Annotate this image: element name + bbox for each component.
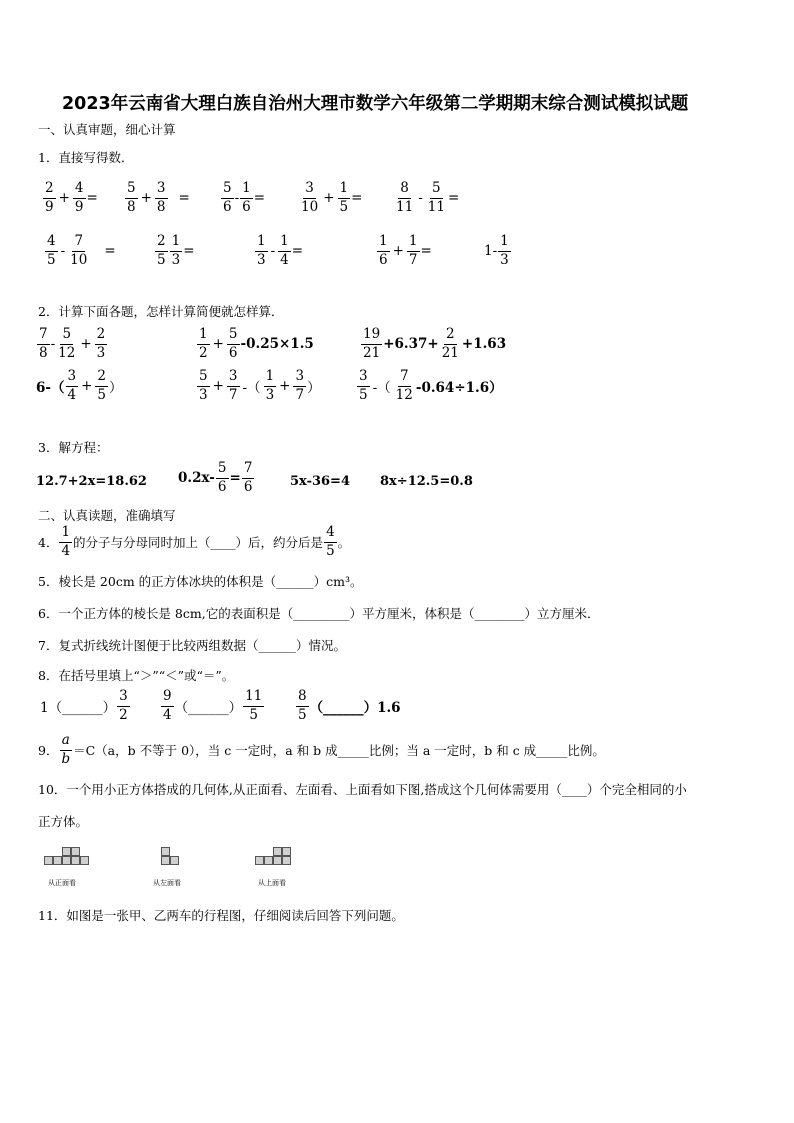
q1-expr-2: $\frac{5}{8}$ + $\frac{3}{8}$ =	[127, 180, 190, 215]
q2-expr-3: $\frac{19}{21}$ +6.37+ $\frac{2}{21}$ +1.63	[363, 326, 507, 361]
q1-expr-8: $\frac{1}{3}$ - $\frac{1}{4}$ =	[257, 233, 304, 268]
section-2-heading: 二、认真读题，准确填写	[38, 508, 176, 523]
top-view-figure	[255, 846, 299, 890]
left-view-figure	[153, 846, 197, 890]
q2-expr-6: $\frac{3}{5}$ -（ $\frac{7}{12}$ -0.64÷1.6）	[359, 368, 503, 403]
q8-comparison-2: $\frac{9}{4}$ （______） $\frac{11}{5}$	[163, 688, 263, 723]
q1-expr-1: $\frac{2}{9}$ + $\frac{4}{9}$ =	[45, 180, 98, 215]
q2-expr-5: $\frac{5}{3}$ + $\frac{3}{7}$ -（ $\frac{1}{3}$ + $\frac{3}{7}$ ）	[199, 368, 321, 403]
question-11: 11．如图是一张甲、乙两车的行程图，仔细阅读后回答下列问题。	[38, 908, 404, 923]
question-10-line-1: 10．一个用小正方体搭成的几何体,从正面看、左面看、上面看如下图,搭成这个几何体需要用（____）个完全相同的小	[38, 782, 687, 797]
q1-expr-9: $\frac{1}{6}$ + $\frac{1}{7}$ =	[379, 233, 432, 268]
q3-equation-1: 12.7+2x=18.62	[36, 474, 147, 489]
q3-equation-3: 5x-36=4	[290, 474, 350, 489]
q3-equation-4: 8x÷12.5=0.8	[380, 474, 473, 489]
question-7: 7．复式折线统计图便于比较两组数据（______）情况。	[38, 638, 346, 653]
q3-equation-2: 0.2x- $\frac{5}{6}$ = $\frac{7}{6}$	[178, 460, 253, 495]
question-8-prompt: 8．在括号里填上“＞”“＜”或“＝”。	[38, 668, 235, 683]
left-view-caption: 从左面看	[153, 879, 181, 887]
q1-expr-10: 1- $\frac{1}{3}$	[484, 233, 509, 268]
q8-comparison-1: 1（______） $\frac{3}{2}$	[40, 688, 128, 723]
q2-expr-1: $\frac{7}{8}$ - $\frac{5}{12}$ + $\frac{2}{3}$	[39, 326, 106, 361]
q8-comparison-3: $\frac{8}{5}$ （______）1.6	[298, 688, 401, 723]
front-view-figure	[44, 846, 88, 890]
q1-expr-7: $\frac{2}{5}$ $\frac{1}{3}$ =	[157, 233, 195, 268]
top-view-caption: 从上面看	[258, 879, 286, 887]
q2-expr-4: 6-（ $\frac{3}{4}$ + $\frac{2}{5}$ ）	[36, 368, 123, 403]
question-5: 5．棱长是 20cm 的正方体冰块的体积是（______）cm³。	[38, 574, 363, 589]
question-6: 6．一个正方体的棱长是 8cm,它的表面积是（_________）平方厘米，体积是（________）立方厘米．	[38, 606, 600, 621]
question-9: 9． $\frac{a}{b}$ ＝C（a，b 不等于 0），当 c 一定时，a 和 b 成_____比例；当 a 一定时，b 和 c 成_____比例。	[38, 732, 605, 767]
question-3-prompt: 3．解方程：	[38, 440, 109, 455]
q1-expr-4: $\frac{3}{10}$ + $\frac{1}{5}$ =	[301, 180, 363, 215]
question-1-prompt: 1．直接写得数．	[38, 150, 134, 165]
q1-expr-6: $\frac{4}{5}$ - $\frac{7}{10}$ =	[47, 233, 116, 268]
question-2-prompt: 2．计算下面各题，怎样计算简便就怎样算．	[38, 304, 284, 319]
section-1-heading: 一、认真审题，细心计算	[38, 122, 176, 137]
front-view-caption: 从正面看	[48, 879, 76, 887]
question-10-line-2: 正方体。	[38, 814, 89, 829]
q1-expr-5: $\frac{8}{11}$ - $\frac{5}{11}$ =	[396, 180, 460, 215]
page-title: 2023年云南省大理白族自治州大理市数学六年级第二学期期末综合测试模拟试题	[62, 94, 689, 114]
q1-expr-3: $\frac{5}{6}$ - $\frac{1}{6}$ =	[223, 180, 266, 215]
question-4: 4． $\frac{1}{4}$ 的分子与分母同时加上（____）后，约分后是 $\frac{4}{5}$ 。	[38, 524, 351, 559]
q2-expr-2: $\frac{1}{2}$ + $\frac{5}{6}$ -0.25×1.5	[199, 326, 314, 361]
